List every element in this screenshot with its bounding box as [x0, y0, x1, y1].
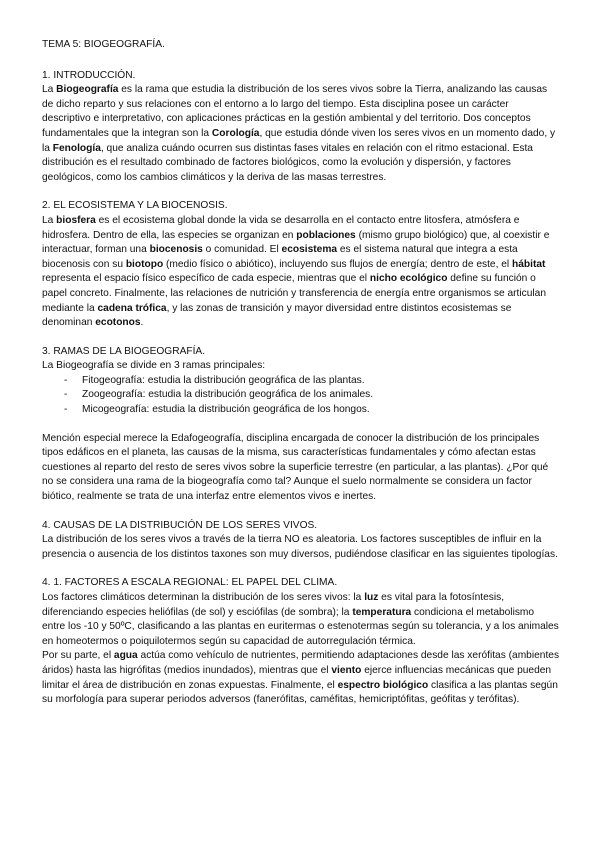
section-heading: 3. RAMAS DE LA BIOGEOGRAFÍA.	[42, 345, 206, 357]
term-bold: temperatura	[352, 606, 412, 618]
list-item: - Zoogeografía: estudia la distribución geográfica de los animales.	[64, 388, 560, 403]
term-bold: espectro biológico	[337, 679, 429, 691]
term-bold: viento	[331, 664, 362, 676]
section-ramas	[42, 345, 560, 505]
paragraph: La Biogeografía es la rama que estudia la distribución de los seres vivos sobre la Tierra, analizando las causas de dicho reparto y sus relaciones con el entorno a lo largo del tiempo. Esta disciplina posee un carácter descriptivo e interpretativo, con aplicaciones prácticas en la gestión ambiental y del territorio. Dos conceptos fundamentales que la integran son la Corología, que estudia dónde viven los seres vivos en un momento dado, y la Fenología, que analiza cuándo ocurren sus distintas fases vitales en relación con el ritmo estacional. Esta distribución es el resultado combinado de factores biológicos, como la evolución y dispersión, y factores geológicos, como los cambios climáticos y la deriva de las masas terrestres.	[42, 84, 556, 183]
term-bold: luz	[364, 592, 379, 603]
term-bold: biocenosis	[149, 244, 203, 256]
paragraph: La distribución de los seres vivos a través de la tierra NO es aleatoria. Los factores susceptibles de influir en la presencia o ausencia de los distintos taxones son muy diversos, pudiéndose clasificar en las siguientes tipologías.	[42, 534, 558, 560]
term-bold: biotopo	[125, 258, 164, 270]
paragraph: Los factores climáticos determinan la distribución de los seres vivos: la luz es vital para la fotosíntesis, diferenciando especies heliófilas (de sol) y esciófilas (de sombra); la temperatura condiciona el metabolismo entre los -10 y 50ºC, clasificando a las plantas en euritermas o estenotermas según su tolerancia, y a los animales en homeotermos o poiquilotermos según su capacidad de autorregulación térmica.	[42, 592, 559, 647]
section-ecosistema	[42, 199, 560, 330]
term-bold: agua	[113, 650, 138, 662]
paragraph: La Biogeografía se divide en 3 ramas principales:	[42, 360, 266, 372]
section-heading: 4. CAUSAS DE LA DISTRIBUCIÓN DE LOS SERES VIVOS.	[42, 519, 318, 531]
section-factores-regionales	[42, 576, 560, 707]
term-bold: nicho ecológico	[369, 273, 448, 285]
paragraph: La biosfera es el ecosistema global donde la vida se desarrolla en el contacto entre litosfera, atmósfera e hidrosfera. Dentro de ella, las especies se organizan en poblaciones (mismo grupo biológico) que, al coexistir e interactuar, forman una biocenosis o comunidad. El ecosistema es el sistema natural que integra a esta biocenosis con su biotopo (medio físico o abiótico), incluyendo sus flujos de energía; dentro de este, el hábitat representa el espacio físico específico de cada especie, mientras que el nicho ecológico define su función o papel concreto. Finalmente, las relaciones de nutrición y transferencia de energía entre organismos se articulan mediante la cadena trófica, y las zonas de transición y mayor diversidad entre distintos ecosistemas se denominan ecotonos.	[42, 214, 550, 329]
branches-list	[42, 374, 560, 418]
term-bold: poblaciones	[296, 229, 356, 241]
section-causas	[42, 519, 560, 563]
section-heading: 4. 1. FACTORES A ESCALA REGIONAL: EL PAPEL DEL CLIMA.	[42, 577, 338, 589]
term-bold: ecosistema	[281, 244, 338, 256]
term-bold: Biogeografía	[56, 84, 119, 96]
term-bold: Corología	[211, 127, 260, 139]
term-bold: hábitat	[512, 258, 546, 270]
term-bold: biosfera	[56, 214, 96, 226]
paragraph: Por su parte, el agua actúa como vehículo de nutrientes, permitiendo adaptaciones desde las xerófitas (ambientes áridos) hasta las higrófitas (medios inundados), mientras que el viento ejerce influencias mecánicas que pueden limitar el área de distribución en zonas expuestas. Finalmente, el espectro biológico clasifica a las plantas según su morfología para superar periodos adversos (fanerófitas, caméfitas, hemicriptófitas, geófitas y terófitas).	[42, 650, 560, 706]
paragraph: Mención especial merece la Edafogeografía, disciplina encargada de conocer la distribución de los principales tipos edáficos en el planeta, las causas de la misma, sus características fundamentales y cómo afectan estas cuestiones al reparto del resto de seres vivos sobre la superficie terrestre (en particular, a las plantas). ¿Por qué no se considera una rama de la biogeografía como tal? Aunque el suelo normalmente se considera un factor biótico, realmente se trata de una interfaz entre elementos vivos e inertes.	[42, 432, 549, 503]
document-title: TEMA 5: BIOGEOGRAFÍA.	[42, 39, 165, 50]
list-item: - Micogeografía: estudia la distribución geográfica de los hongos.	[64, 403, 560, 418]
section-heading: 1. INTRODUCCIÓN.	[42, 69, 136, 81]
term-bold: ecotonos	[95, 317, 141, 329]
term-bold: Fenología	[52, 142, 101, 154]
list-item: - Fitogeografía: estudia la distribución geográfica de las plantas.	[64, 374, 560, 389]
section-heading: 2. EL ECOSISTEMA Y LA BIOCENOSIS.	[42, 200, 228, 212]
term-bold: cadena trófica	[97, 302, 167, 314]
section-introduccion	[42, 69, 560, 186]
